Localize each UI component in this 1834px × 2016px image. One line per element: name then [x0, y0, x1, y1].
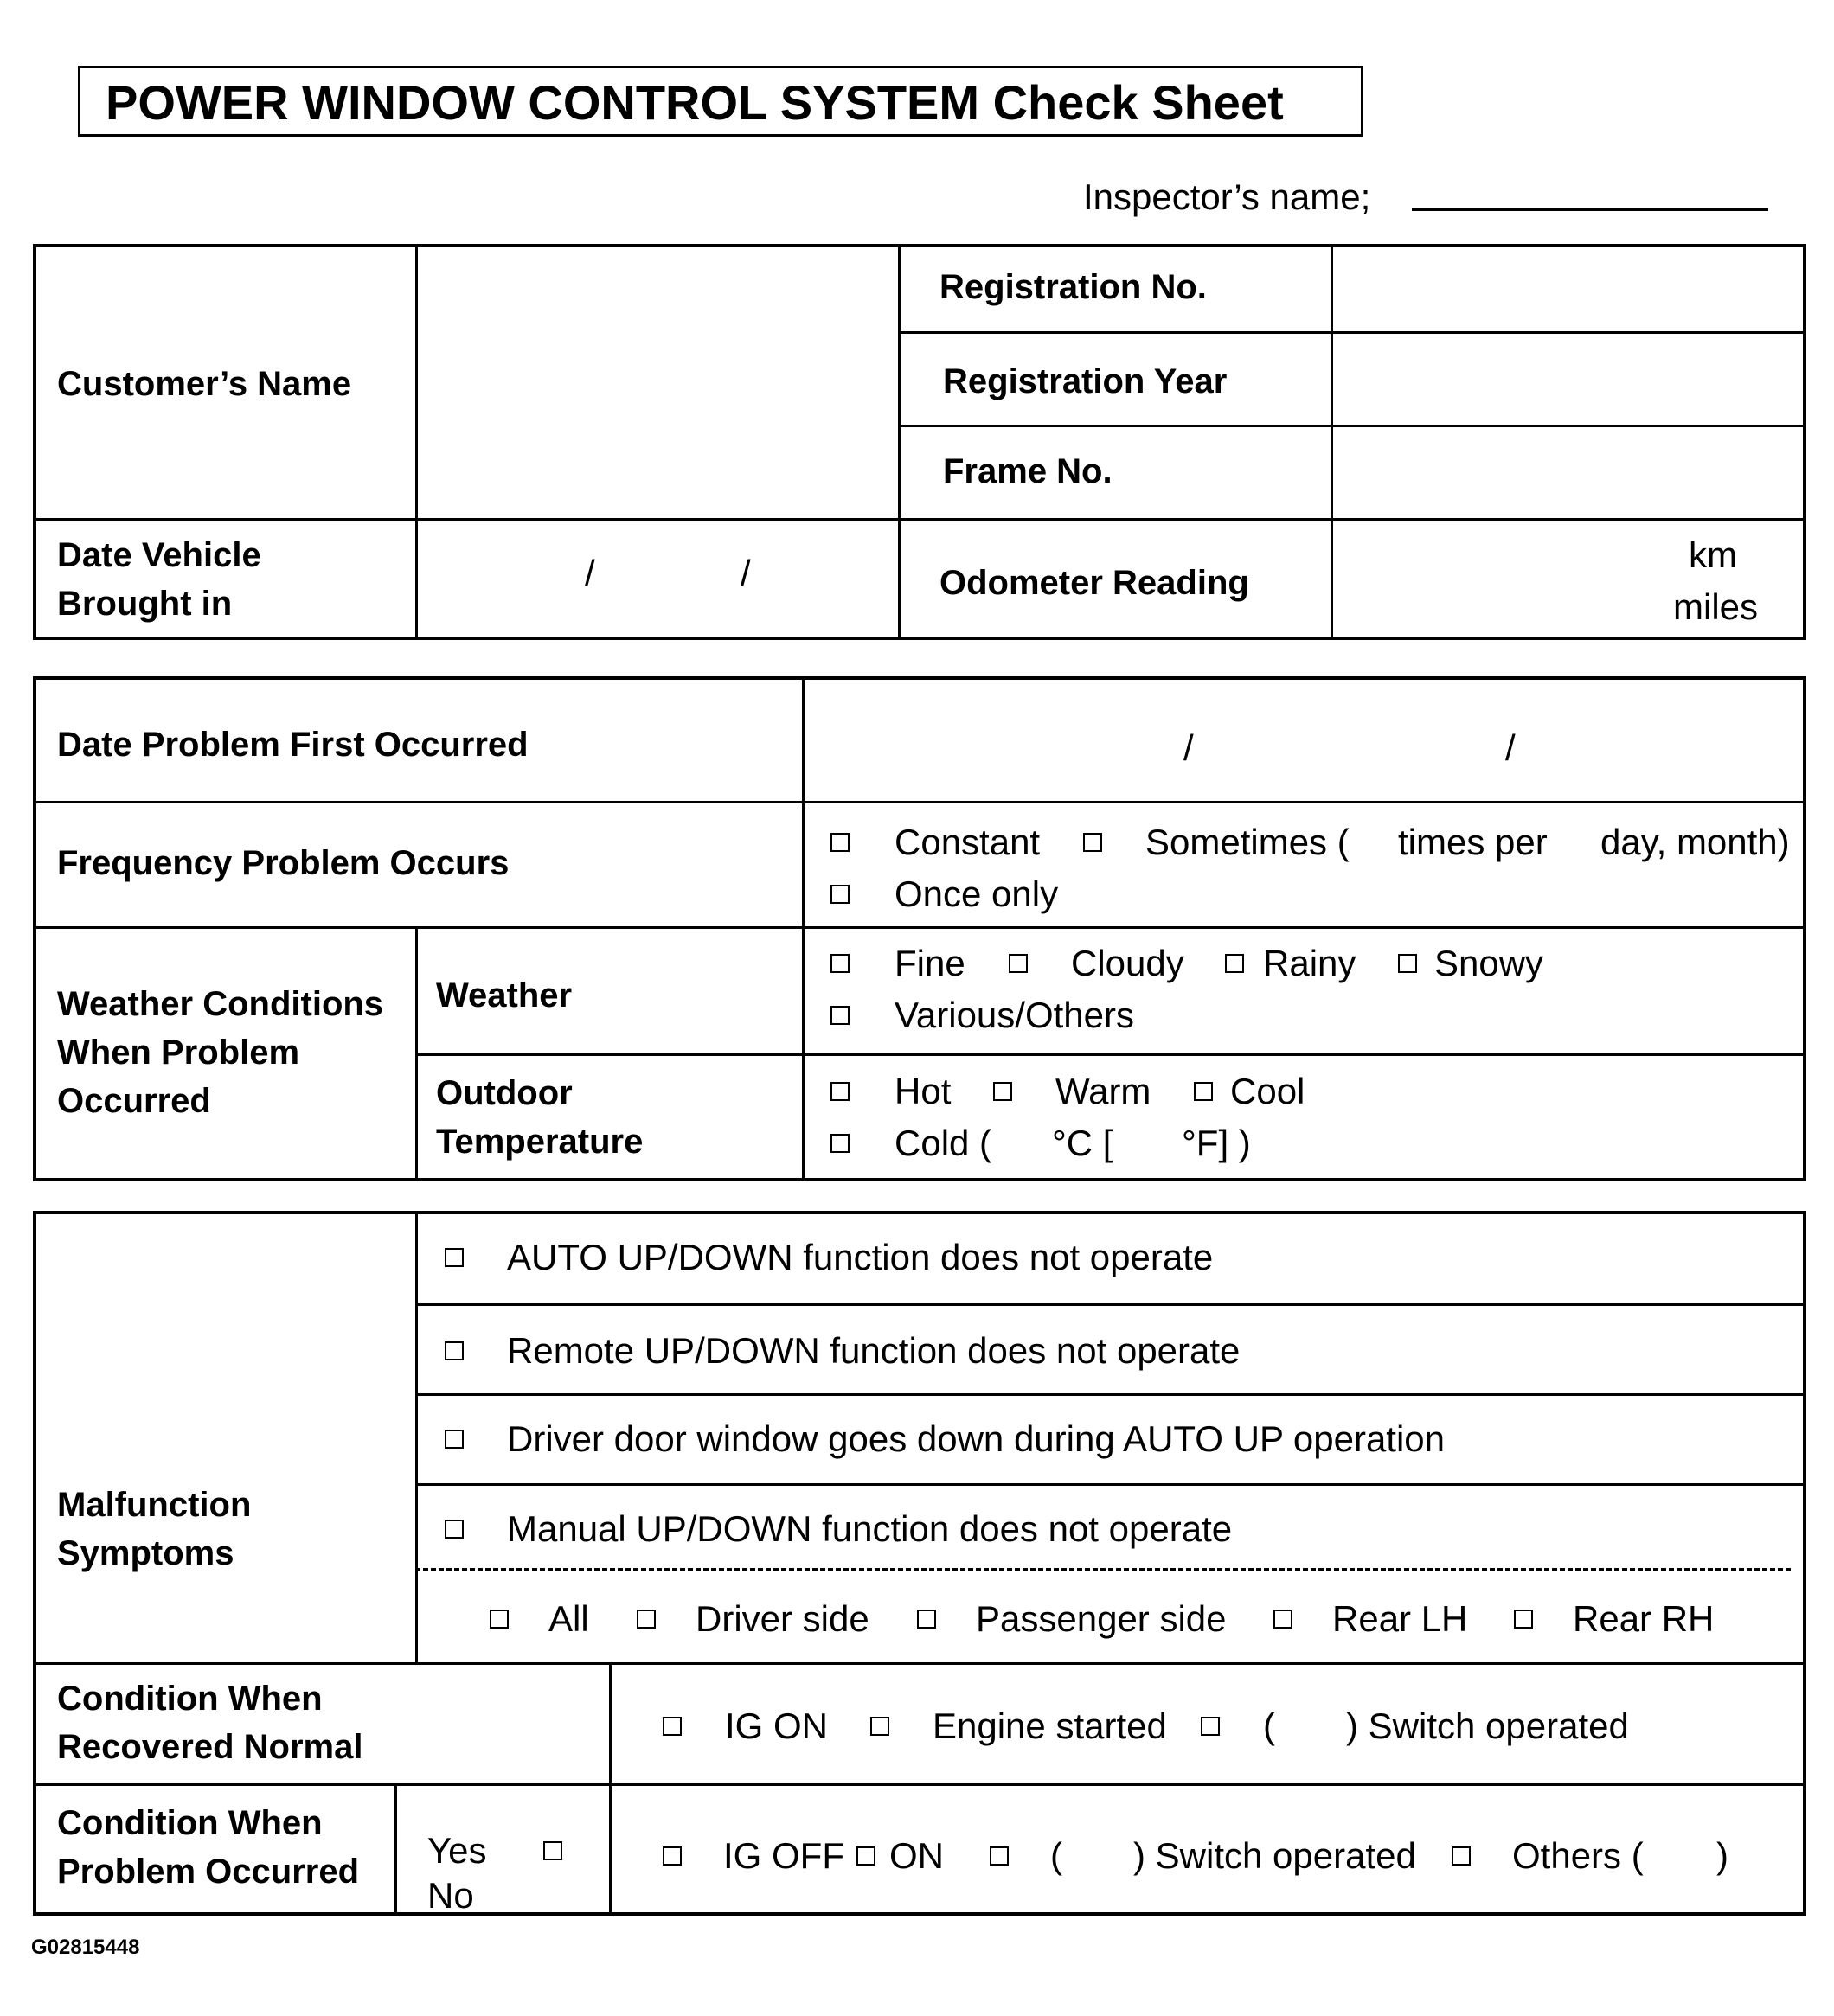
condition-occurred-line-2: Problem Occurred [57, 1853, 360, 1891]
symptom-row-2 [445, 1325, 1742, 1377]
registration-year-field[interactable] [1334, 334, 1803, 424]
freq-times-per-label: times per [1398, 822, 1548, 862]
malfunction-symptoms-label [57, 1481, 251, 1578]
divider [33, 926, 1806, 929]
weather-fine-checkbox[interactable] [830, 938, 850, 989]
recovered-engine-checkbox[interactable] [870, 1700, 889, 1752]
weather-rainy-label: Rainy [1263, 943, 1356, 983]
window-rear-rh-label: Rear RH [1573, 1598, 1715, 1639]
window-position-row [490, 1593, 1787, 1645]
divider [415, 244, 418, 640]
symptom-row-3 [445, 1413, 1742, 1465]
customer-name-label: Customer’s Name [57, 365, 352, 403]
date-brought-in-line-1: Date Vehicle [57, 536, 261, 574]
figure-code: G02815448 [31, 1936, 140, 1959]
date-brought-in-line-2: Brought in [57, 585, 233, 623]
divider [898, 244, 901, 640]
recovered-ig-on-checkbox[interactable] [663, 1700, 682, 1752]
frame-no-label: Frame No. [943, 452, 1113, 490]
outdoor-temperature-line-1: Outdoor [436, 1074, 573, 1112]
symptom-auto-updown-label: AUTO UP/DOWN function does not operate [507, 1237, 1214, 1277]
date-first-occurred-label: Date Problem First Occurred [57, 726, 529, 764]
freq-constant-label: Constant [895, 822, 1041, 862]
malfunction-symptoms-line-2: Symptoms [57, 1534, 234, 1572]
freq-day-month-label: day, month) [1600, 822, 1790, 862]
km-unit: km [1689, 534, 1737, 575]
symptom-auto-updown-checkbox[interactable] [445, 1232, 464, 1283]
frequency-label: Frequency Problem Occurs [57, 844, 510, 882]
miles-unit: miles [1673, 586, 1759, 627]
temp-cool-label: Cool [1230, 1071, 1305, 1111]
weather-fine-label: Fine [895, 943, 965, 983]
outdoor-temperature-line-2: Temperature [436, 1123, 644, 1161]
weather-cloudy-checkbox[interactable] [1009, 938, 1028, 989]
odometer-label: Odometer Reading [939, 564, 1249, 602]
occurred-ig-off-label: IG OFF [723, 1835, 844, 1876]
freq-row-2 [830, 868, 1059, 920]
symptom-row-1 [445, 1232, 1742, 1283]
condition-occurred-label [57, 1799, 359, 1896]
freq-sometimes-checkbox[interactable] [1083, 816, 1102, 868]
window-rear-lh-label: Rear LH [1332, 1598, 1468, 1639]
condition-recovered-line-2: Recovered Normal [57, 1728, 363, 1766]
window-passenger-label: Passenger side [976, 1598, 1227, 1639]
condition-recovered-label [57, 1674, 362, 1771]
window-all-checkbox[interactable] [490, 1593, 509, 1645]
occurred-arrow-box[interactable] [856, 1830, 875, 1882]
recovered-ig-on-label: IG ON [725, 1706, 829, 1746]
occurred-switch-label: ) Switch operated [1133, 1835, 1416, 1876]
window-rear-rh-checkbox[interactable] [1514, 1593, 1533, 1645]
occurred-row [663, 1830, 1796, 1882]
yes-no-checkbox[interactable] [543, 1828, 562, 1873]
temp-celsius-label: °C [ [1052, 1123, 1113, 1163]
weather-conditions-label [57, 980, 383, 1125]
date-slash: / [1183, 727, 1194, 768]
freq-constant-checkbox[interactable] [830, 816, 850, 868]
window-driver-label: Driver side [696, 1598, 869, 1639]
weather-snowy-checkbox[interactable] [1398, 938, 1417, 989]
registration-no-field[interactable] [1334, 247, 1803, 330]
freq-once-checkbox[interactable] [830, 868, 850, 920]
weather-various-checkbox[interactable] [830, 989, 850, 1041]
window-passenger-checkbox[interactable] [917, 1593, 936, 1645]
temperature-row-2 [830, 1117, 1799, 1169]
symptom-remote-updown-label: Remote UP/DOWN function does not operate [507, 1330, 1241, 1371]
divider [33, 801, 1806, 803]
yes-no-options [427, 1828, 600, 1918]
customer-name-field[interactable] [419, 247, 895, 515]
symptom-manual-updown-label: Manual UP/DOWN function does not operate [507, 1508, 1233, 1549]
malfunction-symptoms-line-1: Malfunction [57, 1486, 252, 1524]
weather-row-1 [830, 938, 1799, 989]
symptom-row-4 [445, 1503, 1742, 1555]
temperature-row-1 [830, 1066, 1799, 1117]
freq-once-label: Once only [895, 874, 1059, 914]
window-all-label: All [548, 1598, 589, 1639]
date-slash: / [1505, 727, 1516, 768]
divider [415, 1211, 418, 1664]
temp-cold-checkbox[interactable] [830, 1117, 850, 1169]
divider [1331, 244, 1333, 640]
registration-no-label: Registration No. [939, 268, 1207, 306]
freq-sometimes-label: Sometimes ( [1145, 822, 1350, 862]
temp-fahrenheit-label: °F] ) [1182, 1123, 1251, 1163]
occurred-on-label: ON [889, 1835, 944, 1876]
weather-snowy-label: Snowy [1434, 943, 1544, 983]
weather-label: Weather [436, 976, 573, 1014]
temp-hot-label: Hot [895, 1071, 952, 1111]
dashed-divider [415, 1568, 1791, 1571]
date-brought-in-field[interactable] [419, 522, 895, 637]
temp-warm-checkbox[interactable] [993, 1066, 1012, 1117]
temp-hot-checkbox[interactable] [830, 1066, 850, 1117]
registration-year-label: Registration Year [943, 362, 1228, 400]
weather-rainy-checkbox[interactable] [1225, 938, 1244, 989]
divider [415, 1483, 1806, 1486]
divider [609, 1662, 612, 1916]
weather-cloudy-label: Cloudy [1071, 943, 1184, 983]
freq-row-1 [830, 816, 1799, 868]
window-rear-lh-checkbox[interactable] [1273, 1593, 1292, 1645]
weather-row-2 [830, 989, 1134, 1041]
divider [415, 1053, 1806, 1056]
divider [415, 1393, 1806, 1396]
weather-conditions-line-1: Weather Conditions [57, 985, 384, 1023]
occurred-ig-off-on-checkbox[interactable] [663, 1830, 682, 1882]
divider [394, 1783, 397, 1916]
temp-cold-label: Cold ( [895, 1123, 992, 1163]
symptom-driver-window-down-label: Driver door window goes down during AUTO UP operation [507, 1418, 1446, 1459]
weather-various-label: Various/Others [895, 995, 1134, 1035]
yes-label: Yes [427, 1830, 487, 1871]
outdoor-temperature-label [436, 1069, 643, 1166]
temp-warm-label: Warm [1055, 1071, 1151, 1111]
recovered-switch-checkbox[interactable] [1201, 1700, 1220, 1752]
symptom-driver-window-down-checkbox[interactable] [445, 1413, 464, 1465]
no-label: No [427, 1875, 474, 1916]
occurred-paren-open: ( [1050, 1835, 1062, 1876]
inspector-name-field[interactable] [1412, 208, 1768, 211]
window-driver-checkbox[interactable] [637, 1593, 656, 1645]
symptom-manual-updown-checkbox[interactable] [445, 1503, 464, 1555]
occurred-others-close: ) [1716, 1835, 1728, 1876]
occurred-switch-checkbox[interactable] [990, 1830, 1009, 1882]
divider [802, 676, 805, 1181]
sheet-title: POWER WINDOW CONTROL SYSTEM Check Sheet [106, 75, 1284, 130]
odometer-field[interactable] [1334, 522, 1663, 637]
inspector-name-label: Inspector’s name; [1083, 176, 1371, 217]
divider [415, 1303, 1806, 1306]
date-brought-in-label [57, 531, 261, 628]
condition-recovered-line-1: Condition When [57, 1680, 323, 1718]
divider [33, 518, 1806, 521]
temp-cool-checkbox[interactable] [1194, 1066, 1213, 1117]
weather-conditions-line-3: Occurred [57, 1082, 211, 1120]
frame-no-field[interactable] [1334, 427, 1803, 517]
date-slash: / [585, 553, 595, 593]
recovered-engine-label: Engine started [933, 1706, 1167, 1746]
condition-occurred-line-1: Condition When [57, 1804, 323, 1842]
occurred-others-label: Others ( [1512, 1835, 1644, 1876]
occurred-others-checkbox[interactable] [1452, 1830, 1471, 1882]
date-slash: / [741, 553, 751, 593]
recovered-switch-label: ) Switch operated [1346, 1706, 1629, 1746]
weather-conditions-line-2: When Problem [57, 1034, 300, 1072]
symptom-remote-updown-checkbox[interactable] [445, 1325, 464, 1377]
divider [33, 1662, 1806, 1665]
recovered-paren-open: ( [1263, 1706, 1275, 1746]
date-first-occurred-field[interactable] [805, 680, 1803, 799]
recovered-row [663, 1700, 1787, 1752]
divider [33, 1783, 1806, 1786]
